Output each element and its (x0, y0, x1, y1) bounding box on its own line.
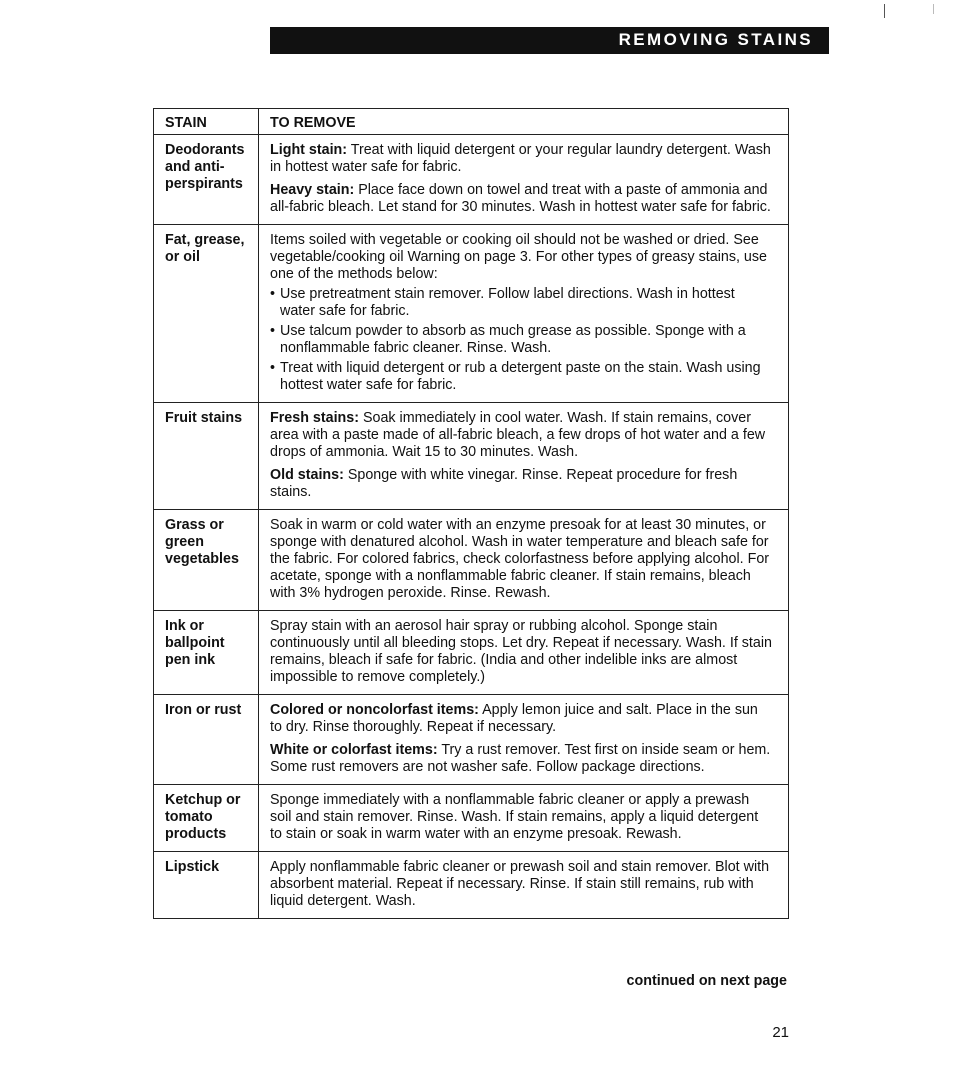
stain-name: Ink or ballpoint pen ink (154, 611, 259, 695)
column-header-stain: STAIN (154, 109, 259, 135)
instruction-text: Place face down on towel and treat with a paste of ammonia and all-fabric bleach. Let stand for 30 minutes. Wash in hottest water safe for fabric. (270, 182, 771, 215)
instruction-text: Sponge immediately with a nonflammable fabric cleaner or apply a prewash soil and stain remover. Rinse. Wash. If stain remains, apply a liquid detergent to stain or soak in warm water with an enzyme presoak. Rewash. (270, 792, 759, 842)
stain-name: Deodorants and anti-perspirants (154, 135, 259, 225)
removal-instructions (259, 225, 789, 403)
instruction-label: Fresh stains: (270, 410, 359, 426)
list-item-text: Treat with liquid detergent or rub a detergent paste on the stain. Wash using hottest water safe for fabric. (280, 360, 761, 393)
table-row (154, 785, 789, 852)
removal-instructions (259, 135, 789, 225)
stain-name: Ketchup or tomato products (154, 785, 259, 852)
table-row (154, 695, 789, 785)
instruction-text: Sponge with white vinegar. Rinse. Repeat procedure for fresh stains. (270, 467, 738, 500)
table-row (154, 403, 789, 510)
instruction-text: Try a rust remover. Test first on inside seam or hem. Some rust removers are not washer safe. Follow package directions. (270, 742, 771, 775)
instruction-label: Colored or noncolorfast items: (270, 702, 479, 718)
bullet-icon: • (270, 323, 276, 339)
instruction-paragraph (270, 702, 772, 736)
table-header-row (154, 109, 789, 135)
scan-margin-mark (933, 4, 934, 14)
instruction-text: Apply lemon juice and salt. Place in the sun to dry. Rinse thoroughly. Repeat if necessary. (270, 702, 758, 735)
removal-instructions (259, 510, 789, 611)
section-header-bar (270, 27, 829, 54)
stain-removal-table (153, 108, 789, 919)
stain-name: Lipstick (154, 852, 259, 919)
instruction-text: Treat with liquid detergent or your regular laundry detergent. Wash in hottest water safe for fabric. (270, 142, 771, 175)
instruction-paragraph (270, 182, 772, 216)
list-item-text: Use pretreatment stain remover. Follow label directions. Wash in hottest water safe for fabric. (280, 286, 735, 319)
table-body (154, 135, 789, 919)
list-item (270, 323, 772, 357)
instruction-paragraph (270, 232, 772, 283)
removal-instructions (259, 695, 789, 785)
table-row (154, 135, 789, 225)
column-header-to-remove: TO REMOVE (259, 109, 789, 135)
instruction-paragraph (270, 517, 772, 602)
stain-name: Fruit stains (154, 403, 259, 510)
section-title: REMOVING STAINS (618, 30, 813, 49)
instruction-paragraph (270, 618, 772, 686)
table-row (154, 611, 789, 695)
instruction-text: Items soiled with vegetable or cooking oil should not be washed or dried. See vegetable/cooking oil Warning on page 3. For other types of greasy stains, use one of the methods below: (270, 232, 767, 282)
instruction-text: Spray stain with an aerosol hair spray or rubbing alcohol. Sponge stain continuously until all bleeding stops. Let dry. Repeat if necessary. Wash. If stain remains, bleach if safe for fabric. (India and other indelible inks are almost impossible to remove completely.) (270, 618, 772, 685)
instruction-text: Apply nonflammable fabric cleaner or prewash soil and stain remover. Blot with absorbent material. Repeat if necessary. Rinse. If stain still remains, rub with liquid detergent. Wash. (270, 859, 770, 909)
instruction-paragraph (270, 742, 772, 776)
removal-instructions (259, 785, 789, 852)
continued-note: continued on next page (626, 973, 787, 989)
instruction-text: Soak in warm or cold water with an enzyme presoak for at least 30 minutes, or sponge with denatured alcohol. Wash in water temperature and bleach safe for the fabric. For colored fabrics, check colorfastness before applying alcohol. For acetate, sponge with a nonflammable fabric cleaner. If stain remains, bleach with 3% hydrogen peroxide. Rinse. Rewash. (270, 517, 770, 601)
table-row (154, 225, 789, 403)
removal-instructions (259, 403, 789, 510)
list-item (270, 286, 772, 320)
instruction-label: Light stain: (270, 142, 348, 158)
instruction-paragraph (270, 859, 772, 910)
stain-name: Fat, grease, or oil (154, 225, 259, 403)
instruction-label: Old stains: (270, 467, 344, 483)
instruction-paragraph (270, 410, 772, 461)
instruction-paragraph (270, 792, 772, 843)
removal-instructions (259, 852, 789, 919)
removal-instructions (259, 611, 789, 695)
table-row (154, 852, 789, 919)
method-list (270, 286, 772, 394)
list-item-text: Use talcum powder to absorb as much grease as possible. Sponge with a nonflammable fabric cleaner. Rinse. Wash. (280, 323, 746, 356)
instruction-paragraph (270, 142, 772, 176)
stain-name: Grass or green vegetables (154, 510, 259, 611)
bullet-icon: • (270, 360, 276, 376)
stain-name: Iron or rust (154, 695, 259, 785)
page-number: 21 (772, 1024, 789, 1041)
bullet-icon: • (270, 286, 276, 302)
scan-margin-mark (884, 4, 885, 18)
instruction-label: Heavy stain: (270, 182, 355, 198)
list-item (270, 360, 772, 394)
instruction-text: Soak immediately in cool water. Wash. If stain remains, cover area with a paste made of all-fabric bleach, a few drops of hot water and a few drops of ammonia. Wait 15 to 30 minutes. Wash. (270, 410, 766, 460)
instruction-paragraph (270, 467, 772, 501)
table-row (154, 510, 789, 611)
instruction-label: White or colorfast items: (270, 742, 438, 758)
